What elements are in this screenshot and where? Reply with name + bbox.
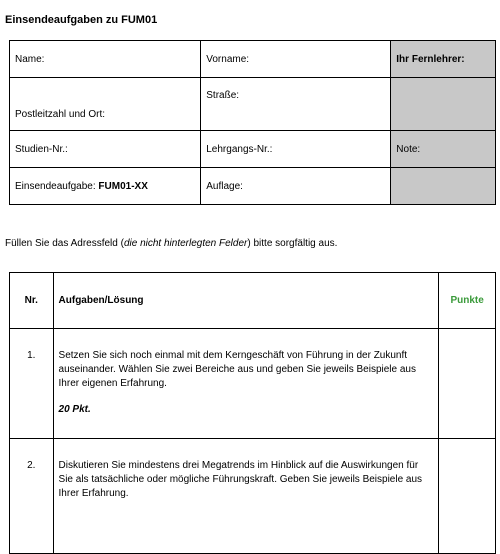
instruction-before: Füllen Sie das Adressfeld (	[5, 238, 124, 249]
strasse-label: Straße:	[206, 90, 240, 101]
lehrgangs-label: Lehrgangs-Nr.:	[206, 143, 273, 155]
header-nr: Nr.	[10, 273, 54, 329]
auflage-field[interactable]	[201, 168, 391, 205]
strasse-field[interactable]	[201, 78, 391, 131]
address-form	[9, 40, 496, 205]
einsende-label: Einsendeaufgabe:	[15, 180, 96, 192]
studien-field[interactable]	[10, 131, 201, 168]
task-text: Diskutieren Sie mindestens drei Megatrends im Hinblick auf die Auswirkungen für Sie als tatsächliche oder mögliche Führungskraft. Geben Sie jeweils Beispiele aus Ihrer Erfahrung.	[58, 460, 423, 499]
header-points: Punkte	[439, 273, 496, 329]
tasks-header-row	[10, 273, 496, 329]
note-cell	[391, 131, 496, 168]
plz-field[interactable]	[10, 78, 201, 131]
fernlehrer-cell	[391, 41, 496, 78]
fernlehrer-label: Ihr Fernlehrer:	[396, 53, 465, 65]
name-label: Name:	[15, 53, 45, 65]
einsende-value: FUM01-XX	[98, 180, 148, 192]
note-label: Note:	[396, 143, 421, 155]
shaded-cell	[391, 168, 496, 205]
table-row	[10, 329, 496, 439]
points-cell[interactable]	[439, 329, 496, 439]
plz-label: Postleitzahl und Ort:	[15, 109, 106, 120]
page-title: Einsendeaufgaben zu FUM01	[5, 14, 158, 26]
task-text: Setzen Sie sich noch einmal mit dem Kerngeschäft von Führung in der Zukunft auseinander. Wählen Sie zwei Bereiche aus und geben Sie jeweils Beispiele aus Ihrer eigenen Erfahrung.	[58, 350, 416, 389]
vorname-label: Vorname:	[206, 53, 250, 65]
tasks-table	[9, 272, 496, 554]
task-cell	[53, 439, 439, 554]
instruction-emphasis: die nicht hinterlegten Felder	[123, 238, 248, 249]
header-task: Aufgaben/Lösung	[53, 273, 439, 329]
vorname-field[interactable]	[201, 41, 391, 78]
auflage-label: Auflage:	[206, 180, 243, 192]
lehrgangs-field[interactable]	[201, 131, 391, 168]
name-field[interactable]	[10, 41, 201, 78]
shaded-cell	[391, 78, 496, 131]
task-points: 20 Pkt.	[58, 404, 91, 415]
task-number: 1.	[10, 329, 54, 439]
task-cell	[53, 329, 439, 439]
instruction-after: ) bitte sorgfältig aus.	[247, 238, 338, 249]
points-cell[interactable]	[439, 439, 496, 554]
task-number: 2.	[10, 439, 54, 554]
einsendeaufgabe-cell	[10, 168, 201, 205]
instruction-text	[5, 238, 337, 249]
studien-label: Studien-Nr.:	[15, 143, 68, 155]
table-row	[10, 439, 496, 554]
